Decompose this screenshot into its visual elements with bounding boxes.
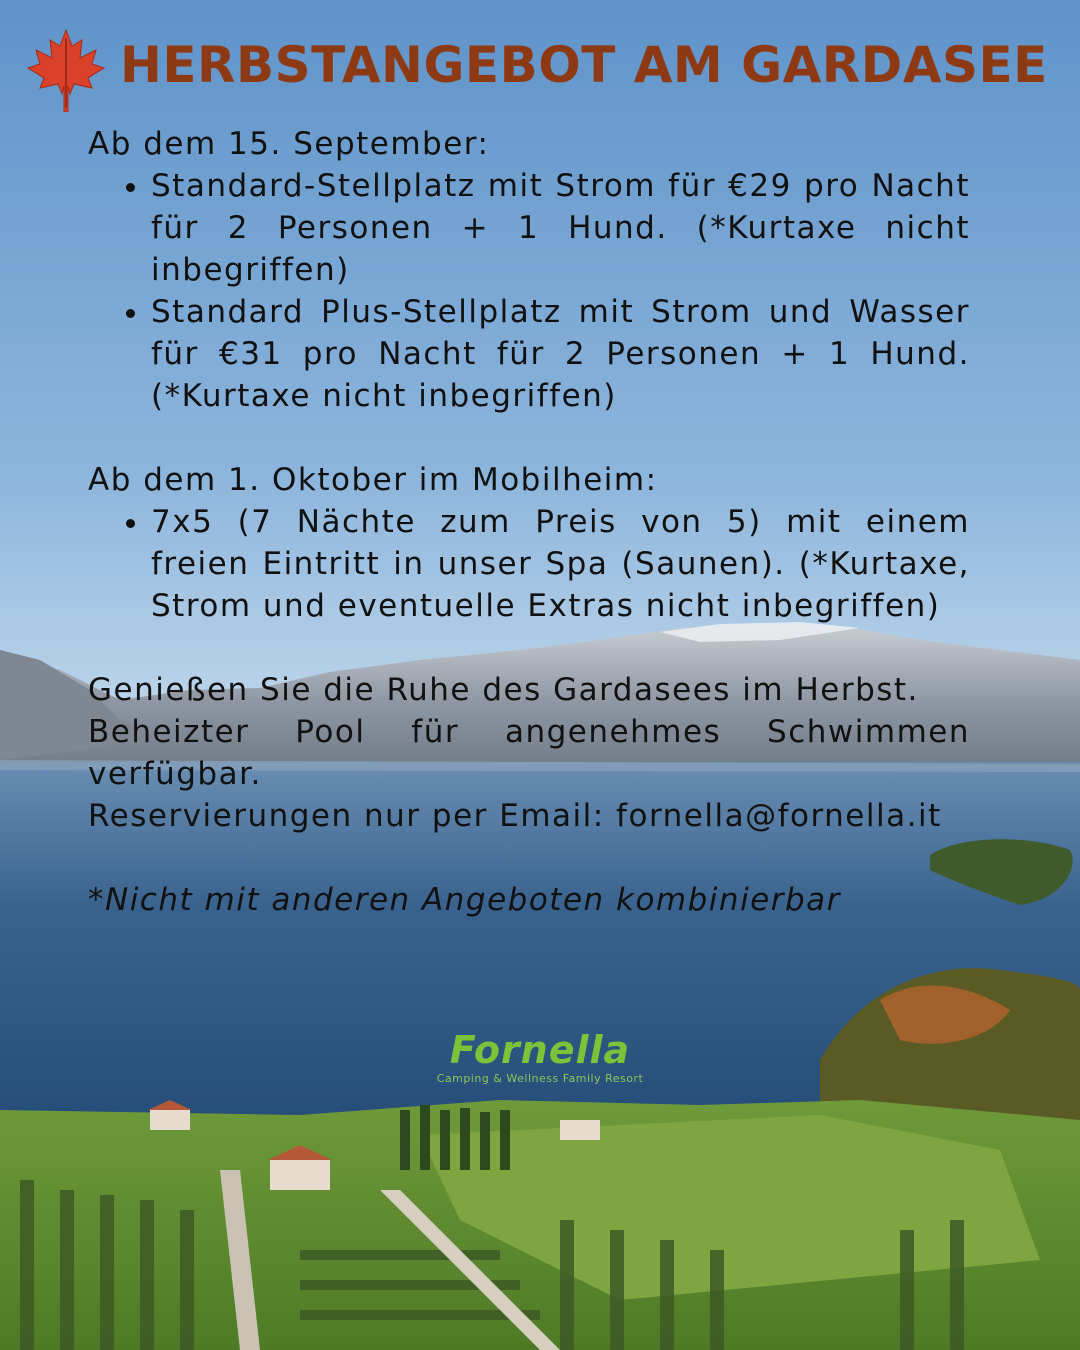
paragraph-pool: Beheizter Pool für angenehmes Schwimmen verfügbar. <box>88 714 970 792</box>
logo-tagline: Camping & Wellness Family Resort <box>436 1072 644 1085</box>
list-item: • Standard Plus-Stellplatz mit Strom und Wasser für €31 pro Nacht für 2 Personen + 1 Hund. (*Kurtaxe nicht inbegriffen) <box>151 291 970 417</box>
september-offers-list <box>88 165 970 417</box>
section-heading-october: Ab dem 1. Oktober im Mobilheim: <box>88 462 658 498</box>
offer-content <box>88 123 970 921</box>
list-item: • Standard-Stellplatz mit Strom für €29 pro Nacht für 2 Personen + 1 Hund. (*Kurtaxe nicht inbegriffen) <box>151 165 970 291</box>
fornella-logo <box>430 1028 650 1088</box>
maple-leaf-icon <box>26 28 106 112</box>
october-offers-list <box>88 501 970 627</box>
disclaimer-note: *Nicht mit anderen Angeboten kombinierbar <box>88 882 841 918</box>
logo-name: Fornella <box>449 1028 631 1072</box>
section-heading-september: Ab dem 15. September: <box>88 126 490 162</box>
list-item: • 7x5 (7 Nächte zum Preis von 5) mit einem freien Eintritt in unser Spa (Saunen). (*Kurtaxe, Strom und eventuelle Extras nicht inbegriffen) <box>151 501 970 627</box>
page-title: HERBSTANGEBOT AM GARDASEE <box>120 36 1048 94</box>
paragraph-relax: Genießen Sie die Ruhe des Gardasees im Herbst. <box>88 672 919 708</box>
paragraph-reservations: Reservierungen nur per Email: fornella@fornella.it <box>88 798 942 834</box>
header <box>26 28 1066 108</box>
